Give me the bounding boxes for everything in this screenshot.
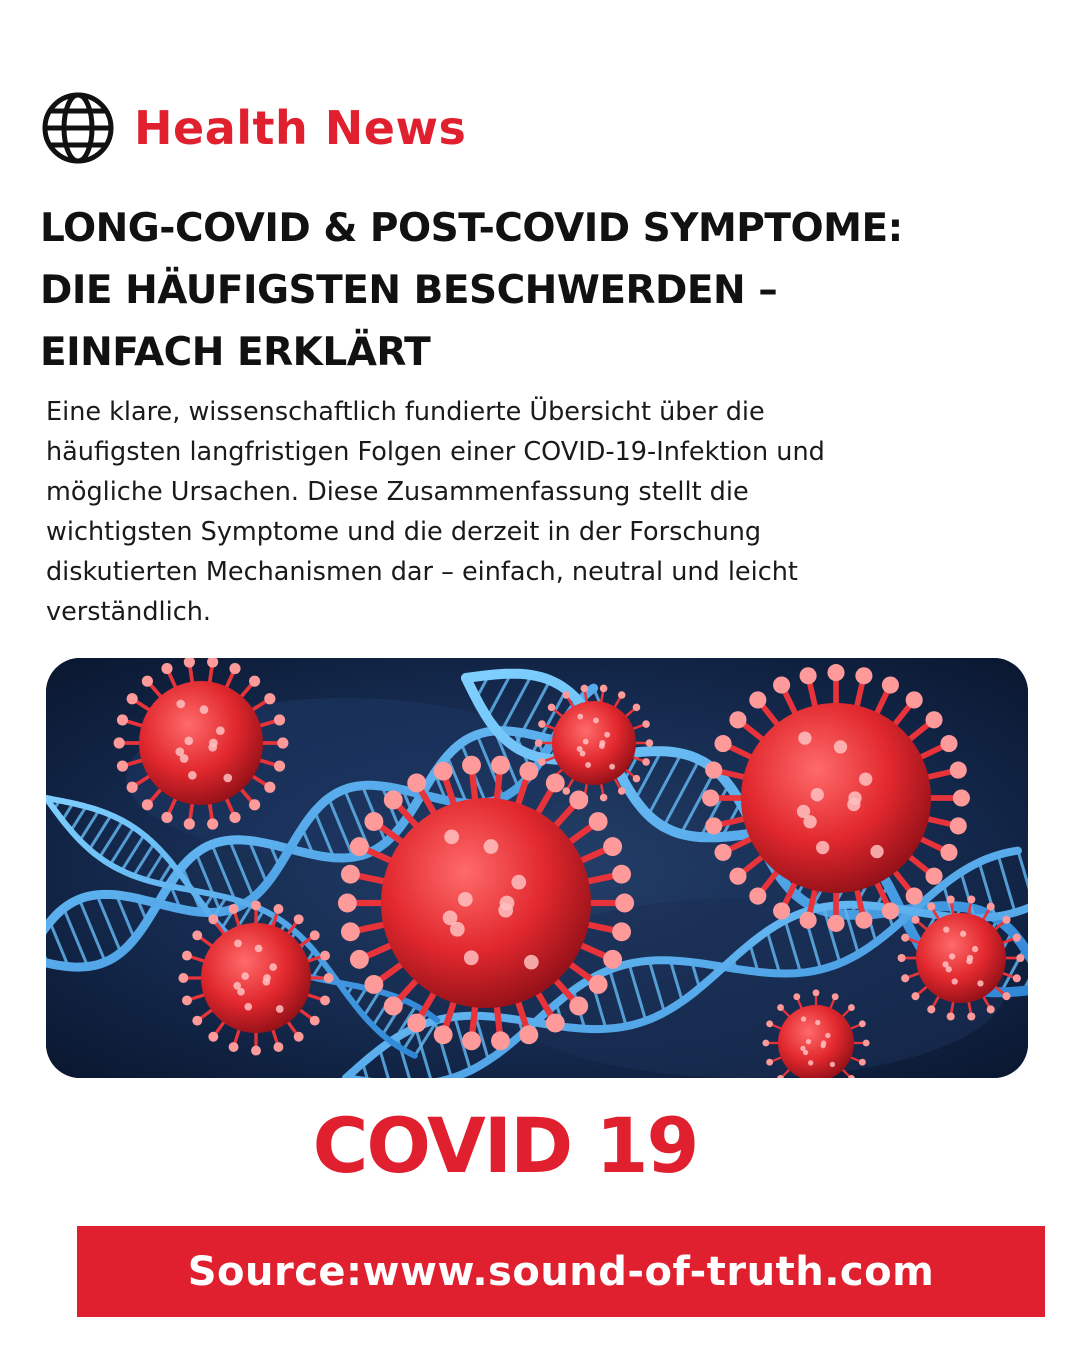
intro-line: wichtigsten Symptome und die derzeit in der Forschung <box>46 517 762 547</box>
article-intro <box>46 392 1046 632</box>
source-link[interactable]: Source:www.sound-of-truth.com <box>187 1248 935 1295</box>
brand-title: Health News <box>134 101 467 155</box>
article-headline <box>40 198 1040 384</box>
hero-caption: COVID 19 <box>312 1101 698 1190</box>
intro-line: häufigsten langfristigen Folgen einer COVID-19-Infektion und <box>46 437 825 467</box>
brand-header <box>40 88 466 168</box>
headline-line: DIE HÄUFIGSTEN BESCHWERDEN – <box>40 268 778 313</box>
hero-image <box>46 658 1028 1078</box>
intro-line: diskutierten Mechanismen dar – einfach, neutral und leicht <box>46 557 798 587</box>
intro-line: Eine klare, wissenschaftlich fundierte Übersicht über die <box>46 397 765 427</box>
virus-dna-illustration <box>46 658 1028 1078</box>
headline-line: LONG-COVID & POST-COVID SYMPTOME: <box>40 206 903 251</box>
intro-line: mögliche Ursachen. Diese Zusammenfassung stellt die <box>46 477 749 507</box>
globe-icon <box>40 90 116 166</box>
intro-line: verständlich. <box>46 597 211 627</box>
headline-line: EINFACH ERKLÄRT <box>40 330 431 375</box>
source-banner <box>77 1226 1045 1317</box>
